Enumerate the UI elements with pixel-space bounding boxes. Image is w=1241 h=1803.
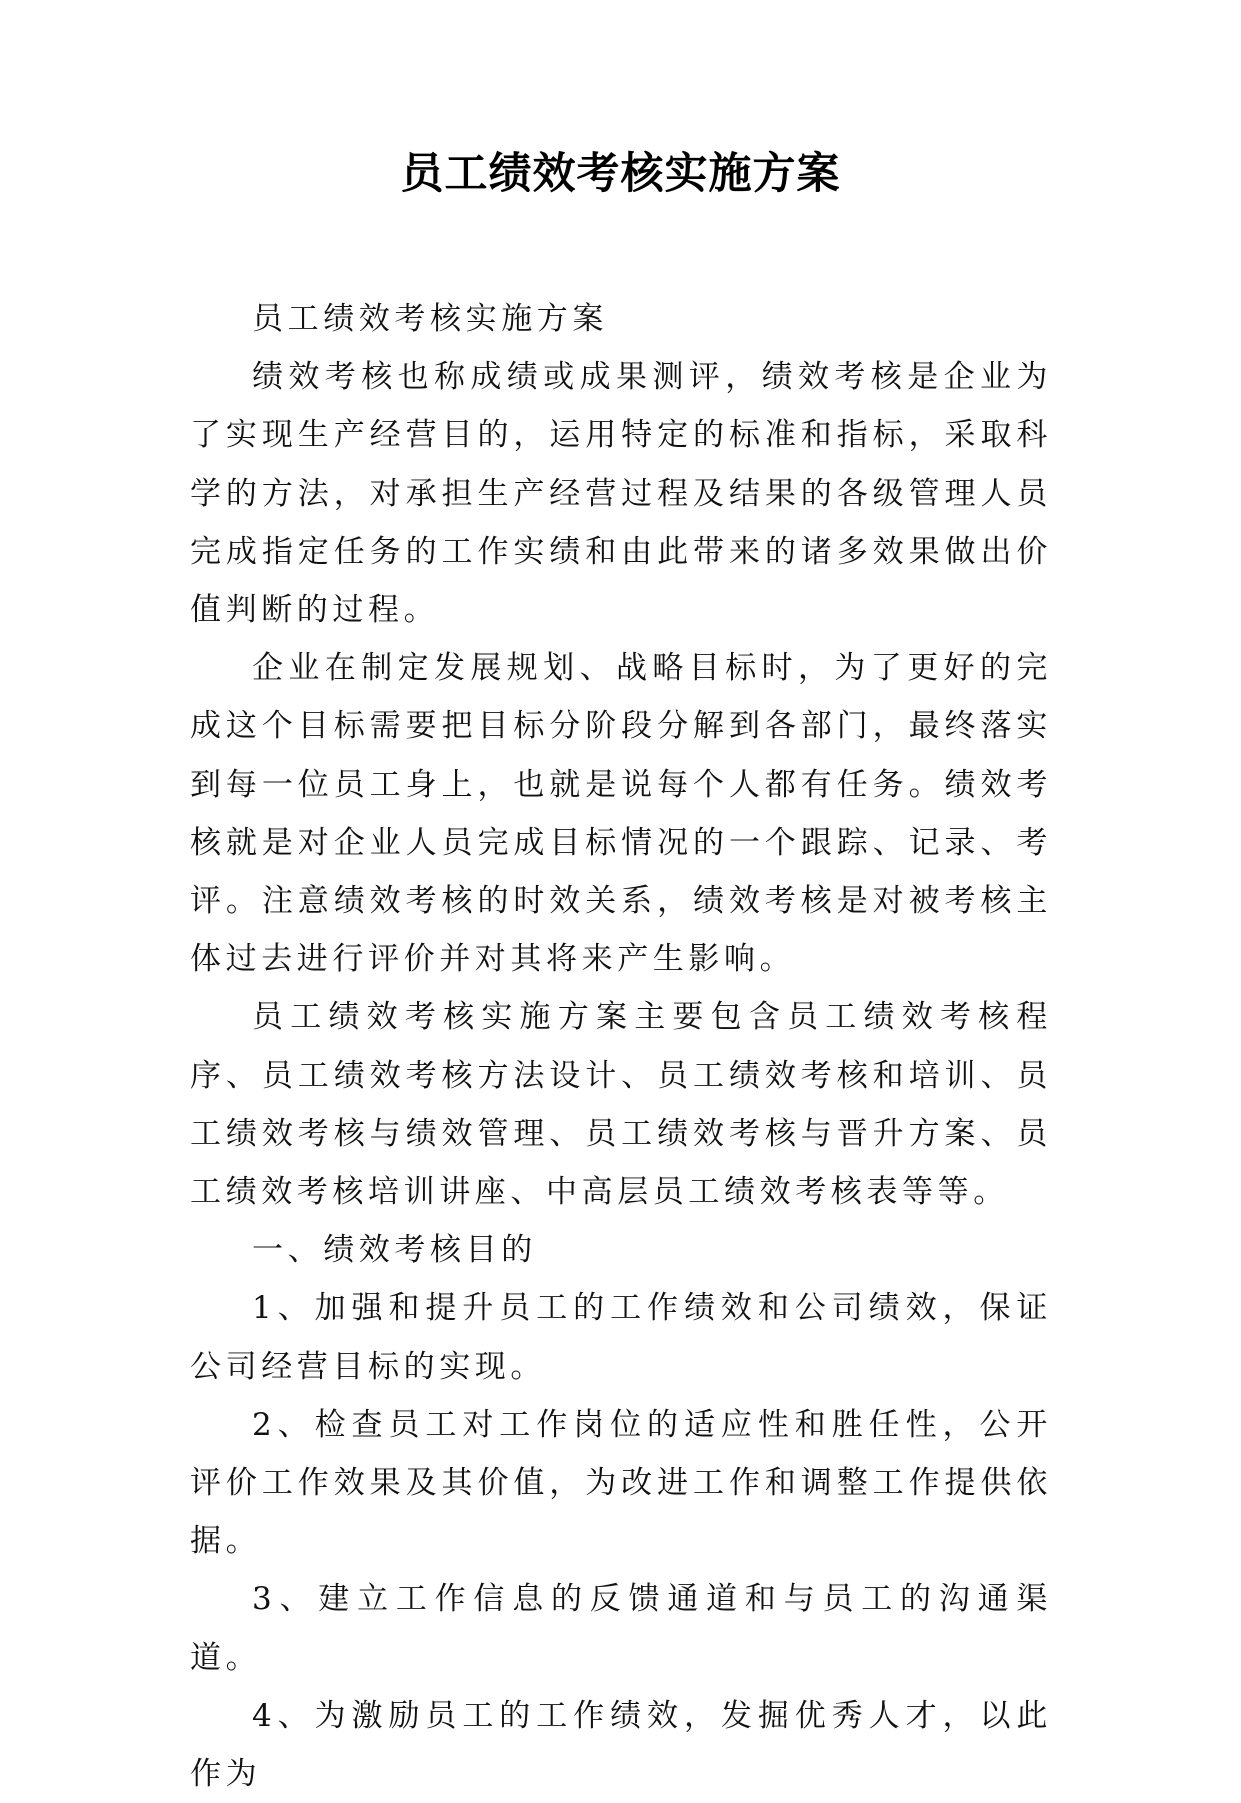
list-item-1: 1、加强和提升员工的工作绩效和公司绩效，保证公司经营目标的实现。	[190, 1290, 1052, 1385]
section-heading-purpose: 一、绩效考核目的	[252, 1232, 537, 1269]
paragraph-goal-decomposition: 企业在制定发展规划、战略目标时，为了更好的完成这个目标需要把目标分阶段分解到各部门，最终落实到每一位员工身上，也就是说每个人都有任务。绩效考核就是对企业人员完成目标情况的一个跟踪、记录、考评。注意绩效考核的时效关系，绩效考核是对被考核主体过去进行评价并对其将来产生影响。	[190, 650, 1052, 978]
document-body	[190, 290, 1052, 1803]
document-title: 员工绩效考核实施方案	[400, 149, 841, 199]
paragraph-scope: 员工绩效考核实施方案主要包含员工绩效考核程序、员工绩效考核方法设计、员工绩效考核和培训、员工绩效考核与绩效管理、员工绩效考核与晋升方案、员工绩效考核培训讲座、中高层员工绩效考核表等等。	[190, 999, 1052, 1211]
list-item-2: 2、检查员工对工作岗位的适应性和胜任性，公开评价工作效果及其价值，为改进工作和调整工作提供依据。	[190, 1406, 1052, 1560]
paragraph-subtitle: 员工绩效考核实施方案	[252, 301, 608, 337]
list-item-3: 3、建立工作信息的反馈通道和与员工的沟通渠道。	[190, 1581, 1052, 1676]
paragraph-definition: 绩效考核也称成绩或成果测评，绩效考核是企业为了实现生产经营目的，运用特定的标准和指标，采取科学的方法，对承担生产经营过程及结果的各级管理人员完成指定任务的工作实绩和由此带来的诸多效果做出价值判断的过程。	[190, 359, 1052, 629]
list-item-4: 4、为激励员工的工作绩效，发掘优秀人才，以此作为	[190, 1697, 1052, 1793]
